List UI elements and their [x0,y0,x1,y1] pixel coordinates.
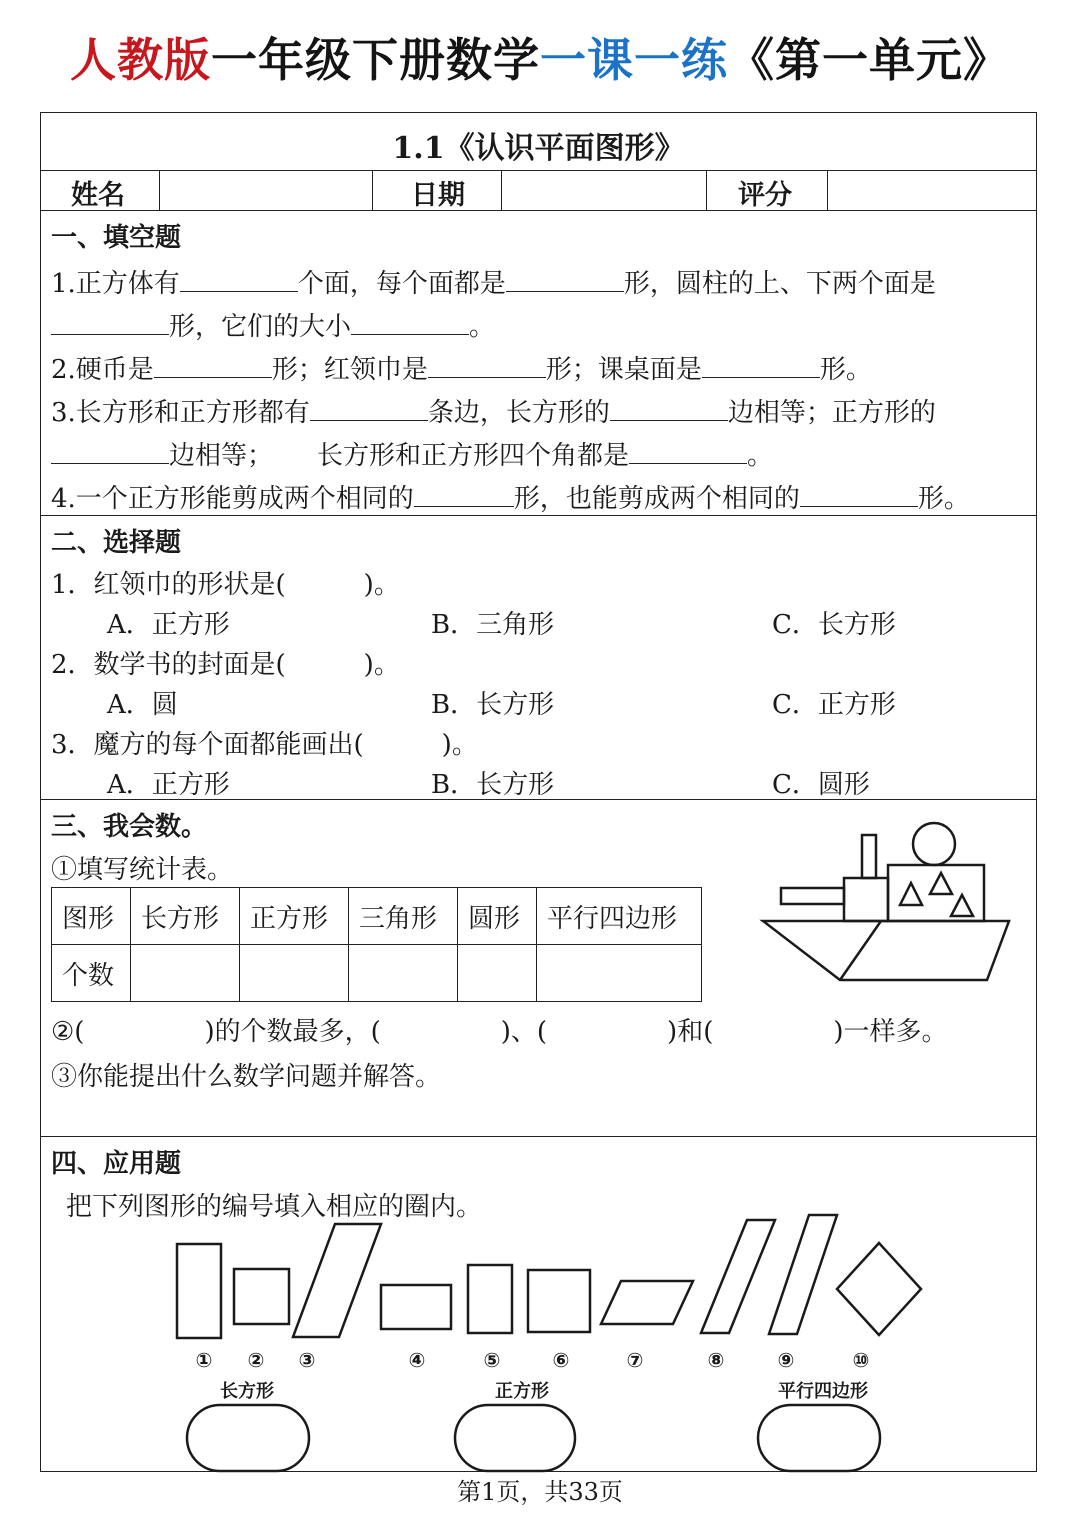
rectangle-circle [187,1405,309,1471]
question-text: )一样多。 [833,1017,948,1047]
option-c[interactable]: C．圆形 [772,770,870,800]
shape-number: ⑧ [707,1348,725,1372]
option-b[interactable]: B．三角形 [431,610,555,640]
shape-6-square [528,1270,590,1332]
choice-question-2: 2．数学书的封面是( )。 [51,650,400,680]
name-label: 姓名 [71,180,125,211]
shape-number: ⑤ [483,1348,501,1372]
title-publisher: 人教版 [70,33,211,87]
question-text: 形，圆柱的上、下两个面是 [623,269,936,299]
question-text: 形；红领巾是 [271,355,428,385]
table-header-cell: 圆形 [458,888,537,945]
shape-number: ① [195,1348,213,1372]
section3-heading: 三、我会数。 [51,812,208,842]
shape-5-rectangle [468,1265,512,1333]
score-label: 评分 [738,180,792,211]
shapes-figure [41,113,1038,1473]
option-a[interactable]: A．正方形 [107,610,230,640]
shape-2-square [234,1269,289,1324]
question-text: )、( [500,1017,548,1047]
shape-number: ⑨ [777,1348,795,1372]
option-a[interactable]: A．正方形 [107,770,230,800]
shape-number: ⑥ [552,1348,570,1372]
question-text: 1.正方体有 [51,269,180,299]
section2-heading: 二、选择题 [51,528,182,558]
option-b[interactable]: B．长方形 [431,770,555,800]
shape-4-rectangle [381,1285,451,1329]
table-header-cell: 长方形 [131,888,240,945]
question-text: 4.一个正方形能剪成两个相同的 [51,484,414,514]
page-footer: 第1页，共33页 [457,1478,623,1506]
title-unit: 《第一单元》 [728,33,1010,87]
parallelogram-circle [758,1405,880,1471]
shape-number: ⑦ [626,1348,644,1372]
shape-number: ② [247,1348,265,1372]
question-text: 形。 [819,355,872,385]
option-c[interactable]: C．长方形 [772,610,896,640]
question-text: 。 [469,312,496,342]
shape-1-rectangle [177,1244,221,1338]
question-text: 3.长方形和正方形都有 [51,398,310,428]
document-title [0,28,1080,92]
section4-heading: 四、应用题 [51,1149,182,1179]
subquestion-3: ③你能提出什么数学问题并解答。 [51,1062,442,1092]
question-text: 。 [747,441,774,471]
choice-question-3: 3．魔方的每个面都能画出( )。 [51,730,478,760]
question-text: 边相等；正方形的 [727,398,936,428]
question-text: 条边，长方形的 [427,398,610,428]
category-label-parallelogram: 平行四边形 [778,1381,868,1402]
title-series: 一课一练 [540,33,728,87]
shape-8-parallelogram [701,1220,775,1333]
date-label: 日期 [411,180,465,211]
table-header-cell: 图形 [52,888,131,945]
instruction-text: 把下列图形的编号填入相应的圈内。 [66,1192,483,1222]
square-circle [455,1405,575,1471]
row-label: 个数 [52,945,131,1002]
shape-3-parallelogram [293,1224,381,1337]
question-text: 形；课桌面是 [545,355,702,385]
option-b[interactable]: B．长方形 [431,690,555,720]
question-text: 形，它们的大小 [169,312,352,342]
option-c[interactable]: C．正方形 [772,690,896,720]
shape-number: ⑩ [852,1348,870,1372]
shape-9-parallelogram [769,1215,837,1334]
shape-10-square [837,1243,921,1335]
question-text: )的个数最多，( [204,1017,381,1047]
worksheet [40,112,1037,1472]
table-header-cell: 平行四边形 [537,888,702,945]
table-header-cell: 三角形 [349,888,458,945]
question-text: 形。 [917,484,970,514]
shape-7-parallelogram [601,1281,693,1324]
question-text: 形，也能剪成两个相同的 [513,484,800,514]
shape-number: ③ [298,1348,316,1372]
category-label-rectangle: 长方形 [220,1381,274,1402]
question-text: 个面，每个面都是 [297,269,506,299]
section1-heading: 一、填空题 [51,223,182,253]
title-grade: 一年级下册数学 [211,33,540,87]
question-text: 边相等； [169,441,274,471]
shape-number: ④ [408,1348,426,1372]
question-text: )和( [667,1017,714,1047]
question-text: ②( [51,1017,85,1047]
question-text: 2.硬币是 [51,355,154,385]
choice-question-1: 1．红领巾的形状是( )。 [51,570,400,600]
subquestion-1: ①填写统计表。 [51,855,234,885]
option-a[interactable]: A．圆 [107,690,178,720]
question-text: 长方形和正方形四个角都是 [317,441,630,471]
category-label-square: 正方形 [495,1381,549,1402]
lesson-title: 1.1《认识平面图形》 [392,131,685,166]
table-header-cell: 正方形 [240,888,349,945]
